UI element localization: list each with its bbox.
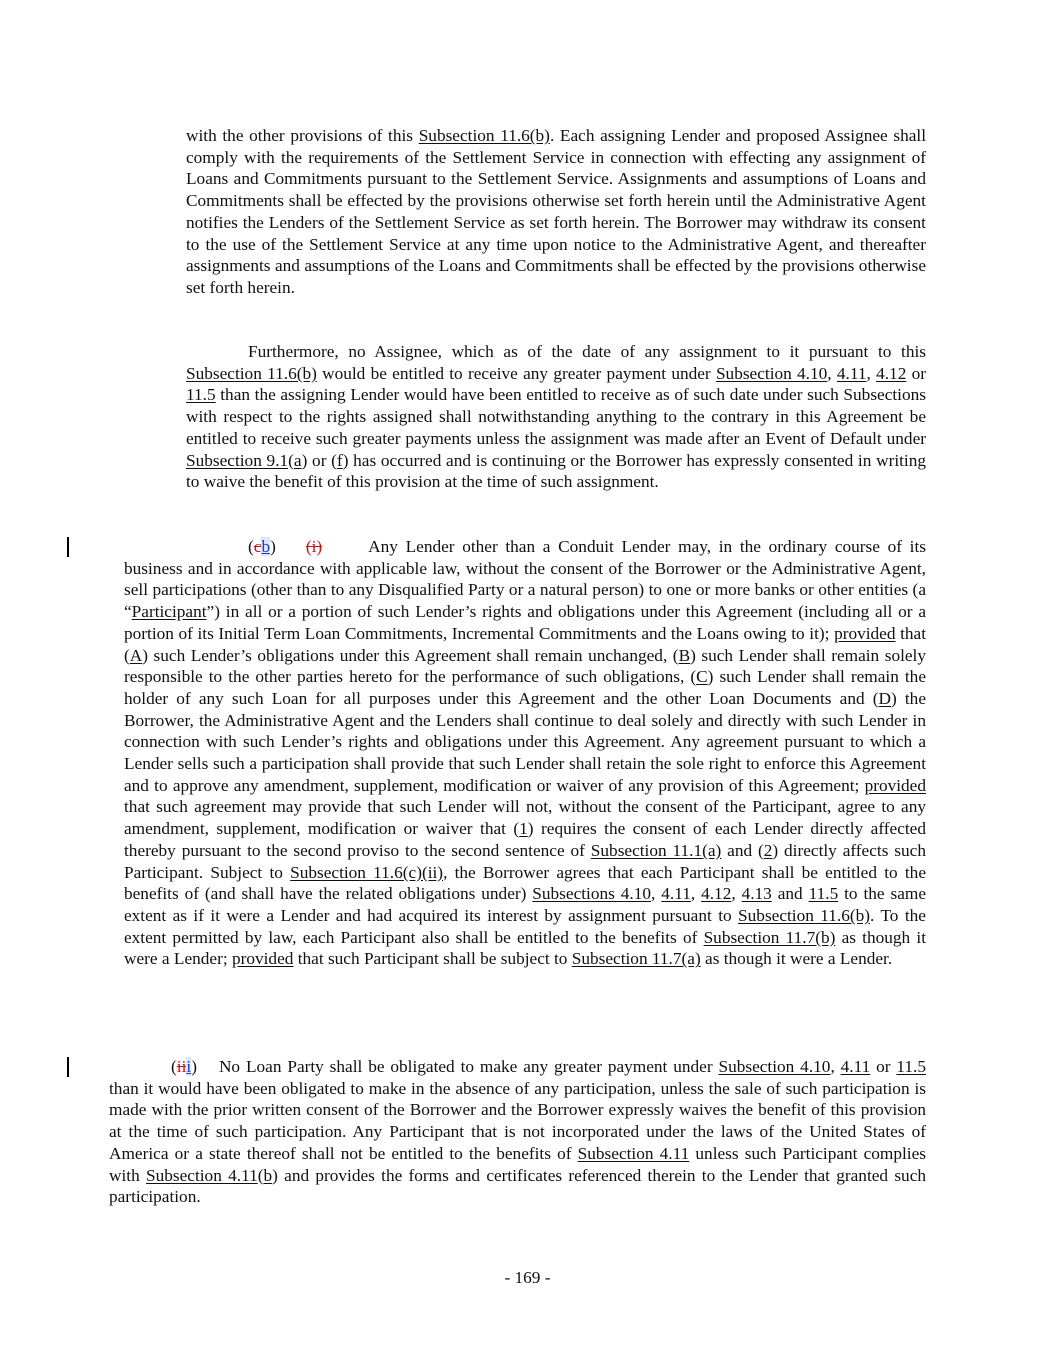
- defined-term: provided: [864, 775, 926, 795]
- text: . Each assigning Lender and proposed Assignee shall comply with the requirements of the Settlement Service in connection with effecting any assignment of Loans and Commitments pursuant to the Settlement Service. Assignments and assumptions of Loans and Commitments shall be effected by the provisions otherwise set forth herein until the Administrative Agent notifies the Lenders of the Settlement Service as set forth herein. The Borrower may withdraw its consent to the use of the Settlement Service at any time upon notice to the Administrative Agent, and thereafter assignments and assumptions of the Loans and Commitments shall be effected by the provisions otherwise set forth herein.: [186, 126, 926, 297]
- defined-term: provided: [231, 949, 294, 969]
- ref-subsection: Subsection 11.6(b): [738, 905, 871, 925]
- ref-clause: A: [129, 645, 143, 665]
- text: ”) in all or a portion of such Lender’s rights and obligations under this Agreement (including all or a portion of its Initial Term Loan Commitments, Incremental Commitments and the Loans owing to it);: [124, 602, 926, 643]
- clause-close-paren: ): [270, 537, 276, 556]
- ref-clause: b: [263, 1165, 273, 1185]
- ref-clause: C: [696, 667, 708, 687]
- text: ,: [830, 1057, 841, 1076]
- ref-subsection: Subsection 9.1: [186, 450, 289, 470]
- text: to the same extent as if it were a Lender and had acquired its interest by assignment pursuant to: [124, 884, 927, 925]
- clause-open-paren: (: [171, 1057, 177, 1076]
- text: Any Lender other than a Conduit Lender may, in the ordinary course of its business and in accordance with applicable law, without the consent of the Borrower or the Administrative Agent, sell participations (other than to any Disqualified Party or a natural person) to one or more banks or other entities (a “: [124, 537, 926, 622]
- text: unless such Participant complies with: [109, 1143, 927, 1185]
- ref-subsection: 11.5: [808, 884, 839, 904]
- ref-subsection: Subsection 4.11: [146, 1165, 258, 1185]
- text: would be entitled to receive any greater payment under: [316, 363, 716, 383]
- text: or: [906, 363, 927, 383]
- text: ,: [866, 363, 877, 383]
- ref-subsection: 11.5: [186, 385, 216, 405]
- paragraph-participations: [124, 536, 926, 970]
- text: as though it were a Lender.: [700, 949, 893, 969]
- text: than the assigning Lender would have been entitled to receive as of such date under such Subsections with respect to the rights assigned shall notwithstanding anything to the contrary in this Agreement be entitled to receive such greater payments unless the assignment was made after an Event of Default under: [186, 385, 926, 448]
- ref-subsection: 4.11: [836, 363, 867, 383]
- text: ,: [827, 363, 837, 383]
- ref-clause: 1: [519, 819, 528, 839]
- ref-subsection: Subsection 11.1(a): [590, 840, 722, 860]
- defined-term: Participant: [131, 602, 207, 622]
- paragraph-assignee-payments: [186, 341, 926, 493]
- text: . To the extent permitted by law, each Participant also shall be entitled to the benefits of: [124, 905, 926, 947]
- text: that (: [124, 623, 927, 665]
- text: or: [870, 1057, 897, 1076]
- text: and: [771, 884, 809, 904]
- clause-close-paren: ): [191, 1057, 197, 1076]
- ref-subsection: 4.11: [840, 1057, 871, 1076]
- ref-clause: D: [878, 688, 891, 708]
- paragraph-loan-party-payments: [109, 1056, 926, 1208]
- ref-subsection: 4.12: [876, 363, 907, 383]
- ref-subsection: Subsection 11.6(c)(ii): [290, 862, 444, 882]
- text: , the Borrower agrees that each Participant shall be entitled to the benefits of (and shall have the related obligations under): [124, 862, 926, 904]
- inserted-text: i: [186, 1057, 192, 1076]
- ref-clause: 2: [763, 840, 773, 860]
- text: ) has occurred and is continuing or the Borrower has expressly consented in writing to waive the benefit of this provision at the time of such assignment.: [186, 450, 927, 492]
- ref-subsection: 11.5: [896, 1057, 927, 1076]
- text: with the other provisions of this: [186, 126, 419, 145]
- text: (: [257, 1165, 264, 1185]
- change-bar: [67, 537, 69, 557]
- text: ) or (: [301, 450, 337, 470]
- text: that such Participant shall be subject to: [293, 949, 572, 969]
- inserted-text: b: [261, 537, 271, 556]
- text: that such agreement may provide that such Lender will not, without the consent of the Participant, agree to any amendment, supplement, modification or waiver that (: [124, 797, 926, 839]
- text: (: [288, 450, 294, 470]
- ref-subsection: Subsection 4.10: [718, 1057, 831, 1076]
- text: ,: [731, 884, 742, 904]
- text: ) the Borrower, the Administrative Agent and the Lenders shall continue to deal solely and directly with such Lender in connection with such Lender’s rights and obligations under this Agreement. Any agreement pursuant to which a Lender sells such a participation shall provide that such Lender shall retain the sole right to enforce this Agreement and to approve any amendment, supplement, modification or waiver of any provision of this Agreement;: [124, 688, 926, 795]
- change-bar: [67, 1057, 69, 1077]
- defined-term: provided: [834, 623, 896, 643]
- ref-subsection: Subsection 11.6(b): [186, 363, 317, 383]
- ref-subsection: Subsection 11.7(b): [703, 927, 836, 947]
- text: as though it were a Lender;: [124, 927, 926, 969]
- ref-subsection: Subsection 11.6(b): [418, 126, 550, 145]
- deleted-text: (i): [305, 537, 323, 556]
- ref-subsection: 4.13: [741, 884, 772, 904]
- text: ,: [651, 884, 662, 904]
- ref-clause: a: [293, 450, 302, 470]
- text: Furthermore, no Assignee, which as of the date of any assignment to it pursuant to this: [248, 342, 926, 361]
- page-number: - 169 -: [504, 1268, 551, 1287]
- text: ,: [690, 884, 702, 904]
- text: No Loan Party shall be obligated to make any greater payment under: [218, 1057, 719, 1076]
- ref-subsection: 4.11: [661, 884, 691, 904]
- ref-clause: B: [678, 645, 691, 665]
- text: ) such Lender’s obligations under this Agreement shall remain unchanged, (: [142, 645, 679, 665]
- text: than it would have been obligated to make in the absence of any participation, unless the sale of such participation is made with the prior written consent of the Borrower and the Borrower expressly waives the benefit of this provision at the time of such participation. Any Participant that is not incorporated under the laws of the United States of America or a state thereof shall not be entitled to the benefits of: [109, 1078, 926, 1163]
- ref-subsection: Subsections 4.10: [532, 884, 652, 904]
- ref-subsection: 4.12: [701, 884, 732, 904]
- deleted-text: c: [253, 537, 262, 556]
- ref-clause: f: [336, 450, 343, 470]
- text: ) and provides the forms and certificates referenced therein to the Lender that granted such participation.: [109, 1165, 927, 1207]
- text: ) such Lender shall remain the holder of any such Loan for all purposes under this Agreement and the other Loan Documents and (: [124, 667, 926, 708]
- clause-open-paren: (: [248, 537, 254, 556]
- text: ) requires the consent of each Lender directly affected thereby pursuant to the second proviso to the second sentence of: [124, 819, 926, 860]
- ref-subsection: Subsection 4.11: [577, 1143, 690, 1163]
- text: ) such Lender shall remain solely responsible to the other parties hereto for the performance of such obligations, (: [124, 645, 926, 687]
- ref-subsection: Subsection 11.7(a): [571, 949, 701, 969]
- text: and (: [721, 840, 764, 860]
- paragraph-settlement-service: [186, 125, 926, 299]
- deleted-text: ii: [176, 1057, 187, 1076]
- ref-subsection: Subsection 4.10: [715, 363, 828, 383]
- text: ) directly affects such Participant. Subject to: [124, 840, 926, 882]
